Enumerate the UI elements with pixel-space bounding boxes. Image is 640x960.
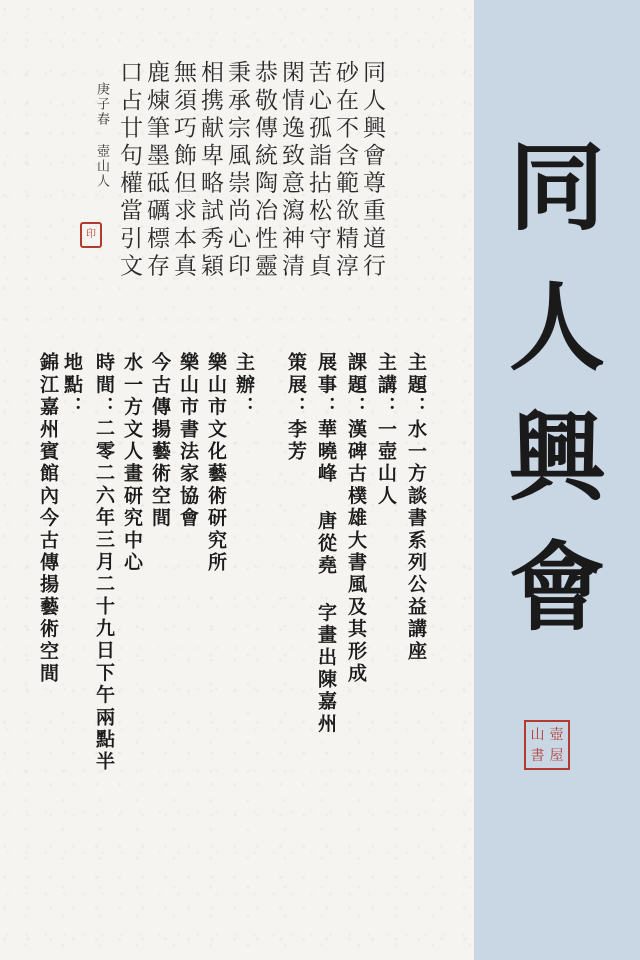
info-speaker: 主講：一壺山人 <box>375 352 397 508</box>
info-time: 二零二六年三月二十九日下午兩點半 <box>93 418 115 774</box>
poem-column-10: 口占廿句權當引文 <box>116 60 142 281</box>
poem-signature: 庚子春 壺山人 <box>94 82 109 189</box>
info-organizer-4: 水一方文人畫研究中心 <box>121 352 143 574</box>
info-exhibition: 展事：華曉峰 唐從堯 字畫出陳嘉州 <box>315 352 337 736</box>
title-char-3: 興 <box>509 401 605 514</box>
artist-seal-large <box>524 720 570 770</box>
poem-column-4: 閑情逸致意瀉神清 <box>278 60 304 281</box>
info-curator: 策展：李芳 <box>285 352 307 463</box>
poem-column-9: 鹿煉筆墨砥礪標存 <box>143 60 169 281</box>
info-topic: 主題：水一方談書系列公益講座 <box>405 352 427 663</box>
info-organizer-1: 樂山市文化藝術研究所 <box>205 352 227 574</box>
poem-column-8: 無須巧飾但求本真 <box>170 60 196 281</box>
title-char-1: 同 <box>509 131 605 244</box>
title-char-2: 人 <box>509 271 605 384</box>
poem-column-7: 相携献卑略試秀穎 <box>197 60 223 281</box>
info-venue: 錦江嘉州賓館內今古傳揚藝術空間 <box>37 352 59 685</box>
info-organizer-3: 今古傳揚藝術空間 <box>149 352 171 530</box>
info-organizer-label: 主辦： <box>233 352 255 419</box>
poem-column-3: 苦心孤詣拈松守貞 <box>305 60 331 281</box>
seal-char: 書 <box>530 747 545 764</box>
signature-seal: 印 <box>80 222 102 248</box>
info-subject: 課題：漢碑古樸雄大書風及其形成 <box>345 352 367 685</box>
poem-column-6: 秉承宗風崇尚心印 <box>224 60 250 281</box>
info-organizer-2: 樂山市書法家協會 <box>177 352 199 530</box>
poem-column-2: 砂在不含範欲精淳 <box>332 60 358 281</box>
seal-char: 山 <box>530 726 545 743</box>
poem-column-5: 恭敬傳統陶冶性靈 <box>251 60 277 281</box>
seal-char: 屋 <box>549 747 564 764</box>
poem-column-1: 同人興會尊重道行 <box>359 60 385 281</box>
info-time-label: 時間： <box>93 352 115 419</box>
seal-char: 壺 <box>549 726 564 743</box>
info-venue-label: 地點： <box>61 352 83 419</box>
title-char-4: 會 <box>509 531 605 644</box>
